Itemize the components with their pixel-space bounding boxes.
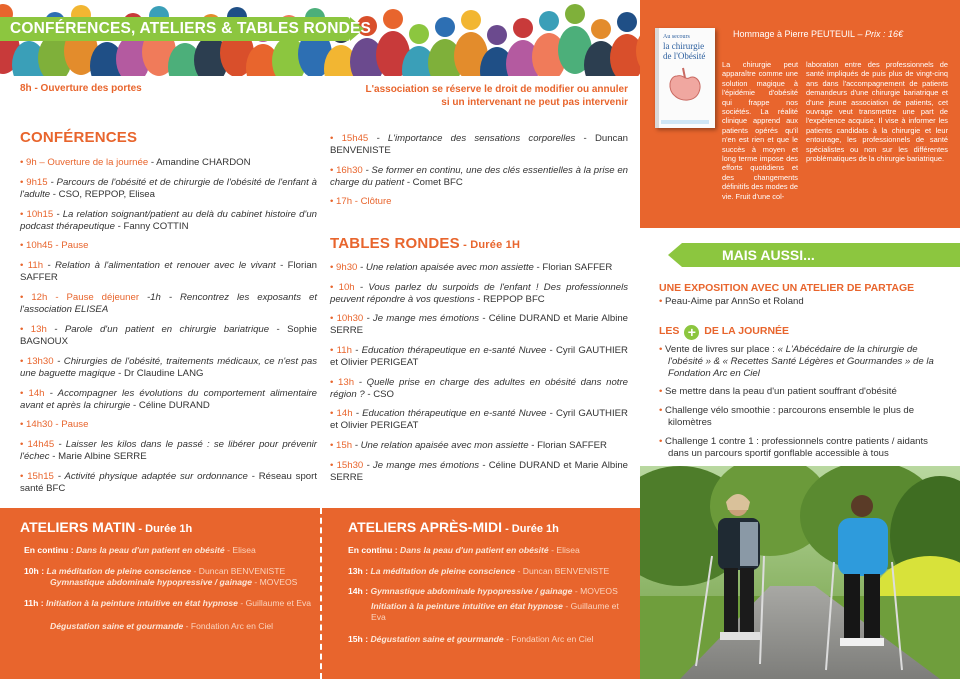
item-description: - Vous parlez du surpoids de l'enfant ! Des professionnels peuvent répondre à vos questions xyxy=(330,282,628,305)
les-plus-text: Challenge 1 contre 1 : professionnels contre patients / aidants dans un parcours sportif gonflable accessible à tous xyxy=(665,436,928,459)
item-description: - Je mange mes émotions xyxy=(363,313,480,324)
item-speaker: - Florian SAFFER xyxy=(533,262,613,273)
exposition-item-text: Peau-Aime par AnnSo et Roland xyxy=(665,296,804,307)
item-time: 15h45 xyxy=(341,133,369,144)
bullet-icon: • xyxy=(20,439,28,450)
atelier-description: Gymnastique abdominale hypopressive / gainage xyxy=(370,586,573,596)
item-speaker: - Comet BFC xyxy=(404,176,463,188)
bullet-icon: • xyxy=(20,471,28,482)
ateliers-divider xyxy=(320,508,322,679)
bullet-icon: • xyxy=(330,165,337,176)
atelier-description: La méditation de pleine conscience xyxy=(370,566,516,576)
bullet-icon: • xyxy=(20,419,27,430)
atelier-item xyxy=(24,577,312,588)
bullet-icon: • xyxy=(330,345,337,356)
item-speaker: - Fanny COTTIN xyxy=(114,220,189,232)
item-time: 10h15 xyxy=(26,209,54,220)
book-description-col-1: La chirurgie peut apparaître comme une solution magique à l'épidémie d'obésité qui frappe nos sociétés. La réalité clinique apprend aux patients opérés qu'il n'en est rien et que le succès à moyen et long terme impose des efforts quotidiens et des changements définitifs des modes de vie. Fruit d'une col- xyxy=(722,60,798,201)
schedule-item xyxy=(330,377,628,400)
bullet-icon: • xyxy=(20,356,27,367)
plus-icon: + xyxy=(684,325,699,340)
atelier-item xyxy=(24,545,312,556)
bullet-icon: • xyxy=(20,324,31,335)
les-plus-item xyxy=(659,436,951,460)
ateliers-apres-midi-title: ATELIERS APRÈS-MIDI xyxy=(348,519,503,535)
atelier-speaker: - Duncan BENVENISTE xyxy=(515,566,610,576)
item-description: - Parcours de l'obésité et de chirurgie de l'obésité de l'enfant à l'adulte xyxy=(20,177,317,200)
bullet-icon: • xyxy=(20,209,27,220)
item-description: - Une relation apaisée avec mon assiette xyxy=(357,262,534,273)
conference-item xyxy=(330,133,628,156)
bullet-icon: • xyxy=(330,460,337,471)
atelier-item xyxy=(348,586,630,597)
item-speaker: - REPPOP BFC xyxy=(474,293,545,305)
item-description: - Chirurgies de l'obésité, traitements médicaux, ce n'est pas une baguette magique xyxy=(20,356,317,379)
conference-item xyxy=(20,177,317,200)
conference-item xyxy=(20,240,317,252)
schedule-item xyxy=(330,460,628,483)
bullet-icon: • xyxy=(330,282,339,293)
item-time: 9h30 xyxy=(336,262,358,273)
book-price: – Prix : 16€ xyxy=(855,29,904,39)
atelier-time: 14h : xyxy=(348,586,371,596)
item-speaker: - CSO, REPPOP, Elisea xyxy=(50,188,155,200)
bullet-icon: • xyxy=(20,292,32,303)
atelier-time: En continu : xyxy=(24,545,77,555)
item-time: 13h xyxy=(338,377,355,388)
schedule-item xyxy=(330,282,628,305)
page-title: CONFÉRENCES, ATELIERS & TABLES RONDES xyxy=(10,20,372,37)
bullet-icon: • xyxy=(20,240,27,251)
item-speaker: - Amandine CHARDON xyxy=(148,157,251,168)
item-time: 11h xyxy=(27,260,44,271)
item-speaker: - Duncan BENVENISTE xyxy=(330,133,629,156)
item-time: 10h xyxy=(338,282,355,293)
atelier-item xyxy=(24,566,312,577)
atelier-time: 11h : xyxy=(24,598,46,608)
item-time: 14h xyxy=(336,408,353,419)
item-time: 14h xyxy=(28,388,45,399)
item-speaker: - Céline DURAND et Marie Albine SERRE xyxy=(330,460,629,483)
atelier-item xyxy=(24,621,312,632)
atelier-item xyxy=(348,545,630,556)
les-plus-title xyxy=(659,325,789,340)
conference-item xyxy=(330,196,628,208)
atelier-speaker: - MOVEOS xyxy=(572,586,618,596)
book-cover-line-2: la chirurgie xyxy=(663,41,705,51)
bullet-icon: • xyxy=(330,196,337,207)
book-description-col-2: laboration entre des professionnels de santé impliqués de puis plus de vingt-cinq ans dans l'accompagnement de patients demandeurs d'une chirurgie bariatrique et d'une jeune association de patients, cet ouvrage veut transmettre une part de l'expérience acquise. Il vise à informer les patients candidats à la chirurgie et leur entourage, les professionnels de santé spécialistes ou non sur les différentes problématiques de la chirurgie bariatrique. xyxy=(806,60,948,164)
mais-aussi-heading: MAIS AUSSI... xyxy=(722,247,815,263)
item-speaker: - Marie Albine SERRE xyxy=(49,450,147,462)
atelier-speaker: - Elisea xyxy=(548,545,580,555)
conference-item xyxy=(20,471,317,494)
conference-item xyxy=(20,209,317,232)
atelier-time: 15h : xyxy=(348,634,371,644)
bullet-icon: • xyxy=(659,296,663,307)
atelier-speaker: - Fondation Arc en Ciel xyxy=(503,634,594,644)
ateliers-apres-midi-heading xyxy=(348,519,559,535)
item-time: 15h30 xyxy=(336,460,364,471)
tables-rondes-duration: - Durée 1H xyxy=(459,239,521,251)
bullet-icon: • xyxy=(20,157,27,168)
atelier-description: Dans la peau d'un patient en obésité xyxy=(400,545,549,555)
bullet-icon: • xyxy=(659,405,666,416)
item-description: - Laisser les kilos dans le passé : se libérer pour prévenir l'échec xyxy=(20,439,317,462)
atelier-item xyxy=(24,598,312,609)
bullet-icon: • xyxy=(330,440,337,451)
schedule-item xyxy=(330,440,628,452)
ateliers-apres-midi-duration: - Durée 1h xyxy=(502,523,559,535)
conferences-heading: CONFÉRENCES xyxy=(20,129,138,146)
item-time: 16h30 xyxy=(336,165,363,176)
book-cover-line-3: de l'Obésité xyxy=(663,51,706,61)
les-plus-prefix: LES xyxy=(659,325,680,337)
schedule-item xyxy=(330,262,628,274)
item-description: - Education thérapeutique en e-santé Nuvee xyxy=(351,345,547,356)
tables-rondes-title: TABLES RONDES xyxy=(330,235,460,252)
item-description: - L'importance des sensations corporelles xyxy=(368,133,576,144)
nordic-walking-photo xyxy=(640,466,960,679)
exposition-item xyxy=(659,296,951,308)
les-plus-text: Vente de livres sur place : xyxy=(665,344,778,355)
item-description: - Je mange mes émotions xyxy=(363,460,480,471)
atelier-description: Initiation à la peinture intuitive en état hypnose xyxy=(45,598,238,608)
les-plus-text: Se mettre dans la peau d'un patient souffrant d'obésité xyxy=(665,386,897,397)
book-title-text: Hommage à Pierre PEUTEUIL xyxy=(733,29,856,39)
item-time: 15h15 xyxy=(27,471,54,482)
item-time: 13h30 xyxy=(26,356,54,367)
bullet-icon: • xyxy=(659,386,666,397)
item-speaker: - Sophie BAGNOUX xyxy=(20,324,317,347)
item-time: 9h15 xyxy=(26,177,48,188)
reserve-line-2: si un intervenant ne peut pas intervenir xyxy=(441,97,628,108)
atelier-description: Gymnastique abdominale hypopressive / gainage xyxy=(50,577,253,587)
ateliers-matin-title: ATELIERS MATIN xyxy=(20,519,136,535)
conference-item xyxy=(20,439,317,462)
conference-item xyxy=(20,157,317,169)
item-description: - Activité physique adaptée sur ordonnance xyxy=(53,471,248,482)
item-description: - Education thérapeutique en e-santé Nuvee xyxy=(352,408,547,419)
bullet-icon: • xyxy=(330,262,337,273)
item-description: - Relation à l'alimentation et renouer avec le vivant xyxy=(43,260,276,271)
atelier-time: 13h : xyxy=(348,566,371,576)
atelier-description: Dégustation saine et gourmande xyxy=(370,634,504,644)
item-time: 10h30 xyxy=(336,313,364,324)
atelier-item xyxy=(348,566,630,577)
ateliers-matin-heading xyxy=(20,519,192,535)
item-speaker: - Florian SAFFER xyxy=(528,440,607,451)
exposition-title: UNE EXPOSITION AVEC UN ATELIER DE PARTAGE xyxy=(659,282,915,294)
item-time: 14h45 xyxy=(27,439,55,450)
item-time: 12h - Pause déjeuner xyxy=(31,292,140,303)
atelier-item xyxy=(348,634,630,645)
item-speaker: - Cyril GAUTHIER et Olivier PERIGEAT xyxy=(330,345,628,368)
atelier-item xyxy=(348,601,630,622)
atelier-time: En continu : xyxy=(348,545,401,555)
item-speaker: - Dr Claudine LANG xyxy=(115,367,204,379)
conference-item xyxy=(20,260,317,283)
les-plus-detail: « L'Abécédaire de la chirurgie de l'obésité » & « Recettes Santé Légères et Gourmandes » de la Fondation Arc en Ciel xyxy=(668,344,934,379)
conference-item xyxy=(330,165,628,188)
conference-item xyxy=(20,388,317,411)
atelier-speaker: - Guillaume et Eva xyxy=(371,601,619,622)
les-plus-item xyxy=(659,344,951,379)
item-description: - Accompagner les évolutions du comportement alimentaire avant et après la chirurgie xyxy=(20,388,317,411)
item-time: 17h - Clôture xyxy=(336,196,392,207)
schedule-item xyxy=(330,345,628,368)
item-time: 13h xyxy=(30,324,47,335)
item-time: 9h – Ouverture de la journée xyxy=(26,157,149,168)
atelier-time: 10h : xyxy=(24,566,47,576)
reserve-line-1: L'association se réserve le droit de modifier ou annuler xyxy=(365,84,628,95)
book-cover-line-1: Au secours xyxy=(663,34,690,40)
item-description: - Une relation apaisée avec mon assiette xyxy=(352,440,529,451)
conference-item xyxy=(20,292,317,315)
les-plus-text: Challenge vélo smoothie : parcourons ensemble le plus de kilomètres xyxy=(665,405,915,428)
atelier-speaker: - Elisea xyxy=(224,545,256,555)
schedule-item xyxy=(330,313,628,336)
atelier-speaker: - Fondation Arc en Ciel xyxy=(183,621,274,631)
bullet-icon: • xyxy=(330,313,337,324)
bullet-icon: • xyxy=(20,177,27,188)
atelier-speaker: - MOVEOS xyxy=(252,577,298,587)
bullet-icon: • xyxy=(330,133,342,144)
atelier-description: Dégustation saine et gourmande xyxy=(50,621,184,631)
item-description: - Parole d'un patient en chirurgie bariatrique xyxy=(46,324,270,335)
tables-rondes-heading xyxy=(330,235,520,252)
item-time: 11h xyxy=(336,345,352,356)
ateliers-matin-duration: - Durée 1h xyxy=(135,523,193,535)
item-time: 15h xyxy=(336,440,353,451)
open-doors-time: 8h - Ouverture des portes xyxy=(20,83,142,94)
bullet-icon: • xyxy=(20,388,29,399)
atelier-speaker: - Guillaume et Eva xyxy=(237,598,312,608)
item-description: - La relation soignant/patient au delà du cabinet histoire d'un podcast thérapeutique xyxy=(20,209,317,232)
item-time: 10h45 - Pause xyxy=(26,240,89,251)
item-description: - Quelle prise en charge des adultes en obésité dans notre région ? xyxy=(330,377,628,400)
conference-item xyxy=(20,324,317,347)
item-speaker: - CSO xyxy=(364,388,394,400)
les-plus-item xyxy=(659,386,951,398)
bullet-icon: • xyxy=(659,344,666,355)
item-time: 14h30 - Pause xyxy=(26,419,89,430)
item-speaker: - Cyril GAUTHIER et Olivier PERIGEAT xyxy=(330,408,628,431)
atelier-description: La méditation de pleine conscience xyxy=(46,566,192,576)
reserve-notice xyxy=(330,83,628,109)
atelier-description: Initiation à la peinture intuitive en état hypnose xyxy=(371,601,563,611)
bullet-icon: • xyxy=(20,260,28,271)
atelier-description: Dans la peau d'un patient en obésité xyxy=(76,545,225,555)
bullet-icon: • xyxy=(330,377,339,388)
item-speaker: - Florian SAFFER xyxy=(20,260,318,283)
item-description: - Se former en continu, une des clés essentielles à la prise en charge du patient xyxy=(330,165,628,188)
book-title xyxy=(733,29,903,39)
item-speaker: - Céline DURAND xyxy=(130,399,210,411)
item-description: -1h - Rencontrez les exposants et l'association ELISEA xyxy=(20,292,317,315)
les-plus-item xyxy=(659,405,951,429)
schedule-item xyxy=(330,408,628,431)
item-speaker: - Réseau sport santé BFC xyxy=(20,471,317,494)
conference-item xyxy=(20,356,317,379)
item-speaker: - Céline DURAND et Marie Albine SERRE xyxy=(330,313,629,336)
conference-item xyxy=(20,419,317,431)
bullet-icon: • xyxy=(659,436,666,447)
les-plus-suffix: DE LA JOURNÉE xyxy=(704,325,790,337)
atelier-speaker: - Duncan BENVENISTE xyxy=(191,566,286,576)
bullet-icon: • xyxy=(330,408,337,419)
